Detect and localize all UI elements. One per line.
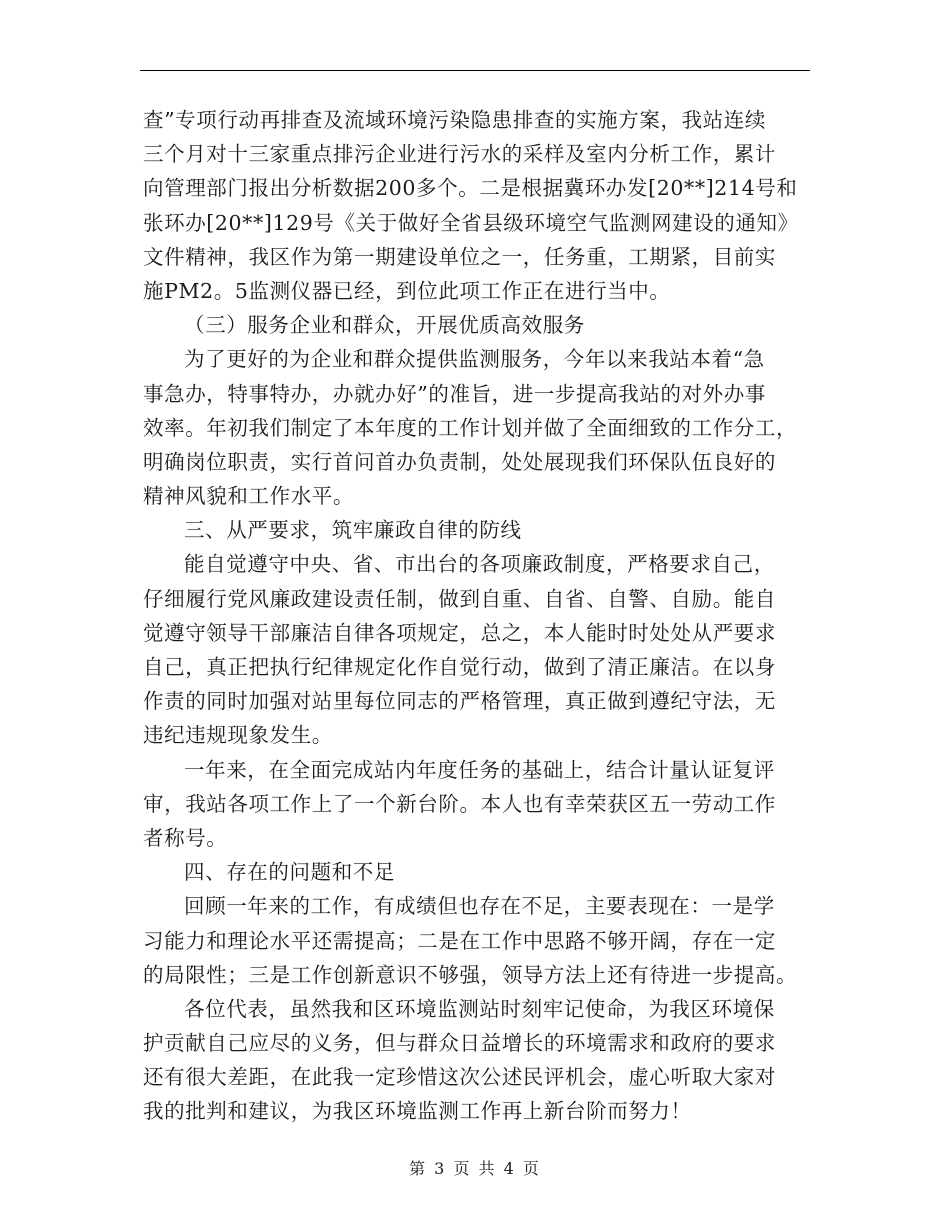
text-line: 四、存在的问题和不足 (184, 860, 395, 885)
page-number-footer: 第 3 页 共 4 页 (409, 1159, 541, 1178)
text-line: 施PM2。5监测仪器已经，到位此项工作正在进行当中。 (143, 278, 671, 303)
text-line: 三个月对十三家重点排污企业进行污水的采样及室内分析工作，累计 (143, 142, 776, 167)
text-line: 三、从严要求，筑牢廉政自律的防线 (184, 518, 522, 543)
text-line: 精神风貌和工作水平。 (143, 484, 354, 509)
text-line: 还有很大差距，在此我一定珍惜这次公述民评机会，虚心听取大家对 (143, 1065, 776, 1090)
document-body (143, 103, 813, 1129)
header-rule (140, 70, 810, 71)
text-line: 作责的同时加强对站里每位同志的严格管理，真正做到遵纪守法，无 (143, 689, 776, 714)
text-line: 我的批判和建议，为我区环境监测工作再上新台阶而努力！ (143, 1099, 692, 1124)
text-line: 违纪违规现象发生。 (143, 723, 333, 748)
text-line: 觉遵守领导干部廉洁自律各项规定，总之，本人能时时处处从严要求 (143, 620, 776, 645)
text-line: 审，我站各项工作上了一个新台阶。本人也有幸荣获区五一劳动工作 (143, 791, 776, 816)
text-line: 一年来，在全面完成站内年度任务的基础上，结合计量认证复评 (184, 757, 775, 782)
text-line: 查”专项行动再排查及流域环境污染隐患排查的实施方案，我站连续 (143, 108, 766, 132)
text-line: 自己，真正把执行纪律规定化作自觉行动，做到了清正廉洁。在以身 (143, 655, 776, 679)
text-line: 为了更好的为企业和群众提供监测服务，今年以来我站本着“急 (184, 347, 765, 372)
text-line: 明确岗位职责，实行首问首办负责制，处处展现我们环保队伍良好的 (143, 449, 776, 474)
text-line: 的局限性；三是工作创新意识不够强，领导方法上还有待进一步提高。 (143, 962, 798, 987)
text-line: 习能力和理论水平还需提高；二是在工作中思路不够开阔，存在一定 (143, 928, 776, 953)
text-line: 各位代表，虽然我和区环境监测站时刻牢记使命，为我区环境保 (184, 996, 775, 1021)
text-line: 文件精神，我区作为第一期建设单位之一，任务重，工期紧，目前实 (143, 244, 776, 269)
text-line: 者称号。 (143, 825, 228, 850)
text-line: 仔细履行党风廉政建设责任制，做到自重、自省、自警、自励。能自 (143, 586, 776, 611)
text-line: 向管理部门报出分析数据200多个。二是根据冀环办发[20**]214号和 (143, 176, 798, 201)
text-line: 效率。年初我们制定了本年度的工作计划并做了全面细致的工作分工， (143, 415, 798, 440)
text-line: 张环办[20**]129号《关于做好全省县级环境空气监测网建设的通知》 (143, 210, 799, 235)
text-line: 能自觉遵守中央、省、市出台的各项廉政制度，严格要求自己， (184, 552, 775, 577)
text-line: 事急办，特事特办，办就办好”的准旨，进一步提高我站的对外办事 (143, 381, 766, 406)
text-line: 回顾一年来的工作，有成绩但也存在不足，主要表现在：一是学 (184, 894, 775, 919)
text-line: （三）服务企业和群众，开展优质高效服务 (184, 313, 585, 338)
text-line: 护贡献自己应尽的义务，但与群众日益增长的环境需求和政府的要求 (143, 1031, 776, 1056)
